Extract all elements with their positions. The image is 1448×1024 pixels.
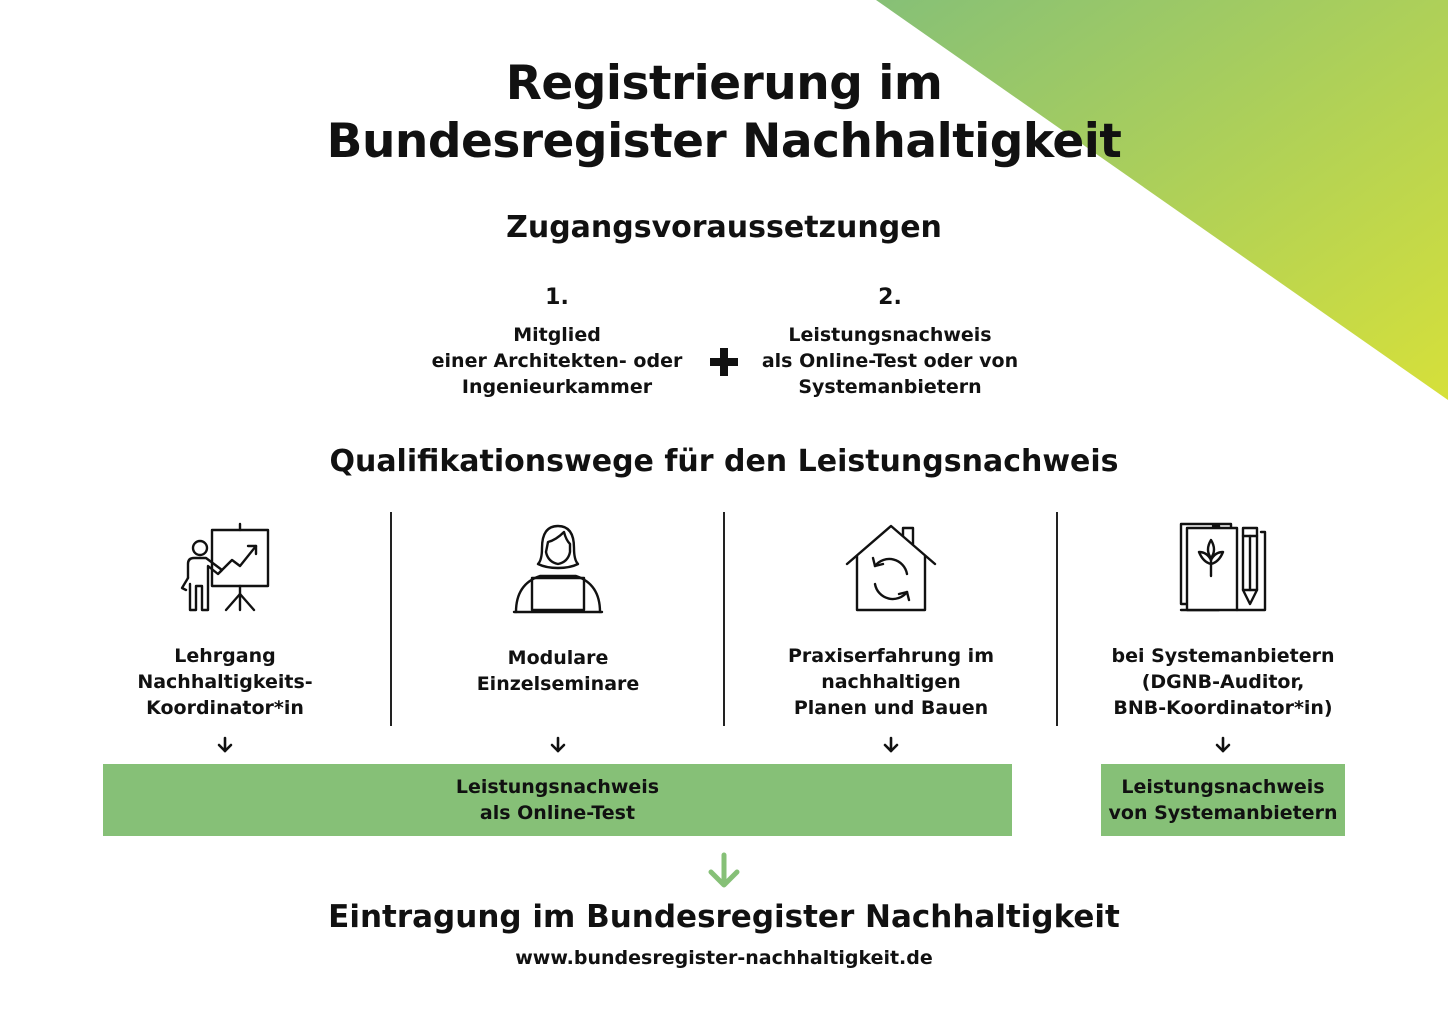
path-3-label [751, 643, 1031, 721]
requirement-1-line-2: einer Architekten- oder [431, 350, 683, 372]
document-pencil-icon [1173, 518, 1273, 618]
down-arrow-icon [215, 735, 235, 755]
house-cycle-icon [841, 518, 941, 618]
requirement-2-text [730, 322, 1050, 400]
online-test-line-1: Leistungsnachweis [455, 776, 660, 798]
path-2-line-2: Einzelseminare [476, 673, 640, 695]
online-test-line-2: als Online-Test [479, 802, 636, 824]
column-divider [390, 512, 392, 726]
path-1-line-3: Koordinator*in [146, 697, 304, 719]
green-down-arrow-icon [706, 852, 742, 890]
down-arrow-icon [881, 735, 901, 755]
path-3-line-3: Planen und Bauen [793, 697, 989, 719]
path-1-line-2: Nachhaltigkeits- [137, 671, 313, 693]
requirements-heading: Zugangsvoraussetzungen [506, 210, 942, 245]
down-arrow-icon [548, 735, 568, 755]
page-title-line-1: Registrierung im [505, 56, 943, 111]
online-test-box [103, 764, 1012, 836]
requirement-1-number: 1. [545, 285, 569, 310]
requirement-1-line-1: Mitglied [513, 324, 601, 346]
path-3-line-1: Praxiserfahrung im [787, 645, 994, 667]
column-divider [1056, 512, 1058, 726]
down-arrow-icon [1213, 735, 1233, 755]
path-4-line-1: bei Systemanbietern [1111, 645, 1335, 667]
column-divider [723, 512, 725, 726]
requirement-1-line-3: Ingenieurkammer [461, 376, 653, 398]
path-3-line-2: nachhaltigen [821, 671, 961, 693]
path-2-line-1: Modulare [507, 647, 609, 669]
path-4-line-2: (DGNB-Auditor, [1141, 671, 1305, 693]
requirement-2-line-1: Leistungsnachweis [788, 324, 992, 346]
final-step-heading: Eintragung im Bundesregister Nachhaltigkeit [328, 899, 1120, 935]
requirement-2-number: 2. [878, 285, 902, 310]
requirement-1-text [397, 322, 717, 400]
paths-heading: Qualifikationswege für den Leistungsnachweis [329, 444, 1119, 479]
path-1-line-1: Lehrgang [174, 645, 276, 667]
person-laptop-icon [508, 518, 608, 618]
system-providers-box [1101, 764, 1345, 836]
path-4-line-3: BNB-Koordinator*in) [1113, 697, 1333, 719]
path-4-label [1083, 643, 1363, 721]
requirement-2-line-2: als Online-Test oder von [761, 350, 1019, 372]
path-2-label [418, 645, 698, 697]
path-1-label [85, 643, 365, 721]
requirement-2-line-3: Systemanbietern [798, 376, 982, 398]
system-providers-line-2: von Systemanbietern [1108, 802, 1338, 824]
system-providers-line-1: Leistungsnachweis [1121, 776, 1325, 798]
page-title-line-2: Bundesregister Nachhaltigkeit [326, 114, 1122, 169]
presentation-icon [176, 518, 276, 618]
website-url: www.bundesregister-nachhaltigkeit.de [515, 947, 933, 969]
